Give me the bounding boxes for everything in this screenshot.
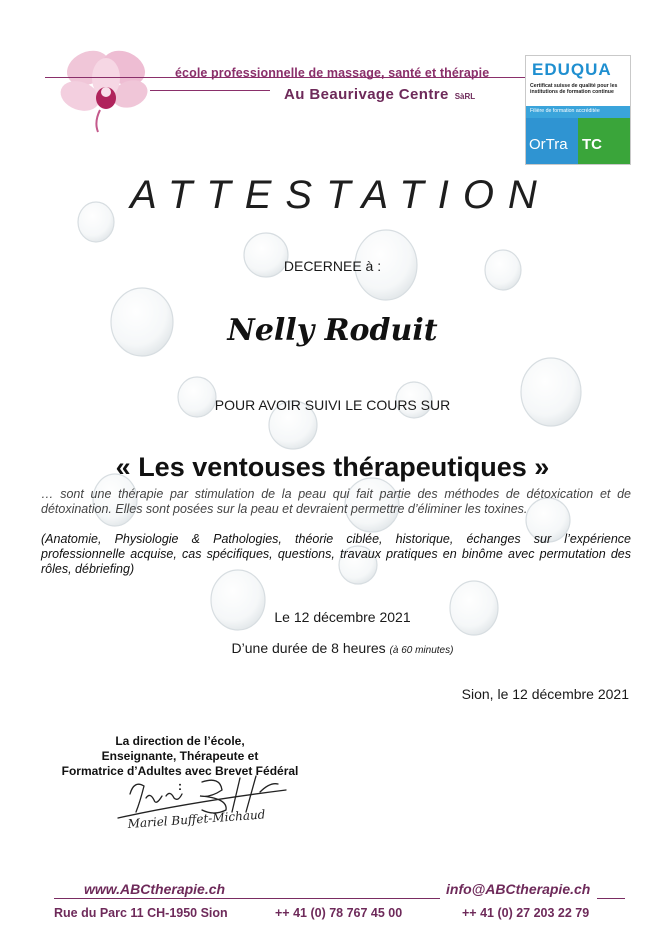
brand-name-text: Au Beaurivage Centre <box>284 86 449 103</box>
duration-text: D’une durée de 8 heures <box>231 640 386 656</box>
handwritten-signature-icon <box>110 772 310 834</box>
place-and-date: Sion, le 12 décembre 2021 <box>461 686 629 702</box>
footer-rule <box>54 898 254 899</box>
course-title: « Les ventouses thérapeutiques » <box>115 452 550 482</box>
course-program: (Anatomie, Physiologie & Pathologies, théorie ciblée, historique, échanges sur l’expérience professionnelle acquise, cas spécifiques, questions, travaux pratiques en binôme avec permutation des rôles, débriefing) <box>41 532 631 576</box>
brand-name <box>284 86 475 103</box>
ortra-label: OrTra <box>529 136 568 153</box>
for-course-label: POUR AVOIR SUIVI LE COURS SUR <box>214 397 451 413</box>
footer-rule <box>240 898 440 899</box>
website-link[interactable]: www.ABCtherapie.ch <box>84 881 226 897</box>
direction-line: Enseignante, Thérapeute et <box>101 749 259 763</box>
document-title: ATTESTATION <box>130 173 551 217</box>
direction-line: La direction de l’école, <box>115 734 245 748</box>
footer-rule <box>597 898 625 899</box>
course-date: Le 12 décembre 2021 <box>274 609 411 625</box>
eduqua-certification-logo <box>525 55 631 165</box>
direction-line: Formatrice d’Adultes avec Brevet Fédéral : <box>61 764 299 793</box>
course-duration <box>0 640 665 656</box>
orchid-logo-icon <box>50 38 160 138</box>
school-tagline: école professionnelle de massage, santé et thérapie <box>175 66 490 80</box>
eduqua-subtitle: Certificat suisse de qualité pour les institutions de formation continue <box>530 83 618 95</box>
recipient-name: Nelly Roduit <box>227 313 438 348</box>
header-rule-secondary <box>150 90 270 91</box>
awarded-to-label: DECERNEE à : <box>283 258 382 274</box>
tc-label: TC <box>582 136 602 153</box>
course-description: … sont une thérapie par stimulation de la peau qui fait partie des méthodes de détoxication et de détoxination. Elles sont posées sur la peau et devraient permettre d’éliminer les toxines. <box>41 487 631 516</box>
eduqua-title: EDUQUA <box>532 60 612 79</box>
signature-name: Mariel Buffet-Michaud <box>127 807 266 831</box>
email-link[interactable]: info@ABCtherapie.ch <box>446 881 591 897</box>
phone-mobile: ++ 41 (0) 78 767 45 00 <box>275 906 403 920</box>
postal-address: Rue du Parc 11 CH-1950 Sion <box>54 906 228 920</box>
eduqua-band-text: Filière de formation accréditée <box>530 108 600 114</box>
duration-note: (à 60 minutes) <box>389 645 454 656</box>
brand-suffix: SàRL <box>454 92 476 101</box>
phone-landline: ++ 41 (0) 27 203 22 79 <box>462 906 590 920</box>
